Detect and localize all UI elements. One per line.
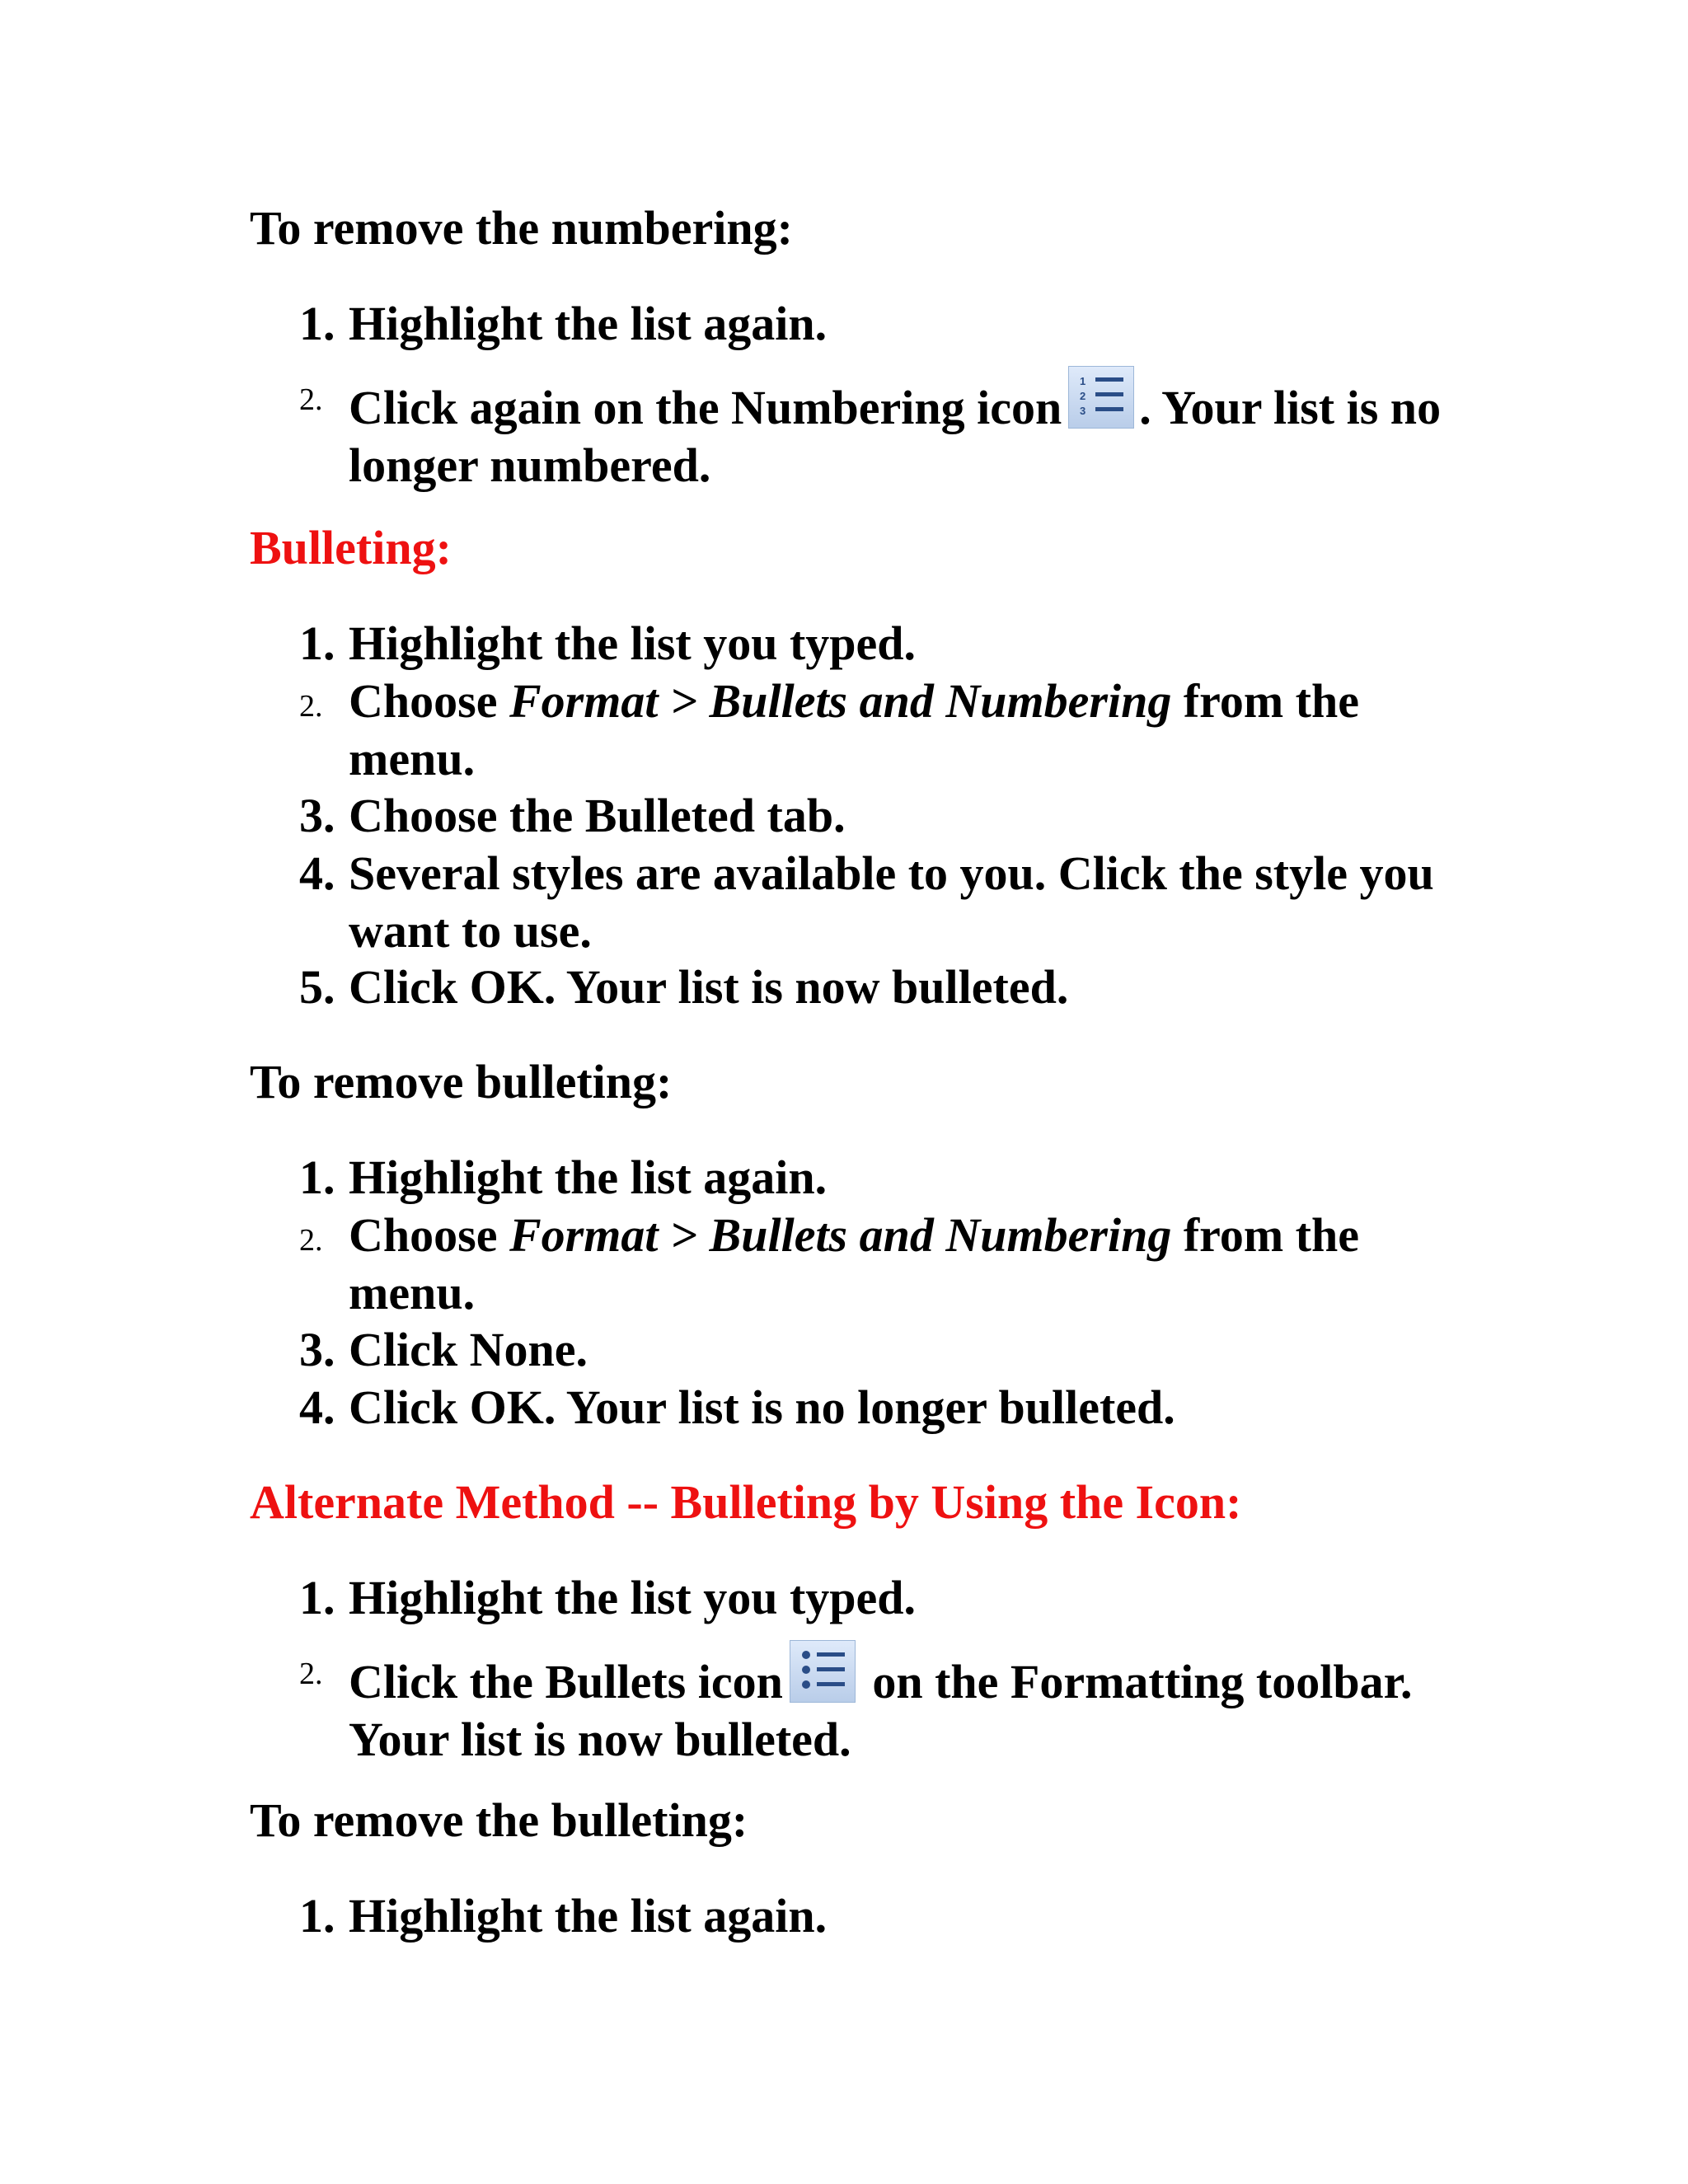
- list-item: [299, 1149, 1470, 1207]
- list-item: [299, 845, 1470, 960]
- list-number: 3.: [299, 789, 335, 842]
- menu-path-bullets-numbering: Bullets and Numbering: [709, 1208, 1172, 1262]
- section-heading: To remove the bulleting:: [250, 1793, 748, 1847]
- svg-text:3: 3: [1080, 405, 1086, 417]
- list-number: 1.: [299, 1889, 335, 1943]
- list-text-after-icon: on the Formatting toolbar. Your list is now bulleted.: [349, 1655, 1413, 1766]
- menu-path-bullets-numbering: Bullets and Numbering: [709, 674, 1172, 728]
- list-number: 1.: [299, 297, 335, 350]
- list-text: Highlight the list again.: [349, 1151, 828, 1204]
- section-heading-alternate-method: Alternate Method -- Bulleting by Using the Icon:: [250, 1475, 1242, 1529]
- bullets-list-icon: [790, 1640, 856, 1703]
- section-heading-bulleting: Bulleting:: [250, 521, 452, 574]
- menu-path-separator: >: [658, 674, 710, 728]
- list-number: 2.: [299, 1657, 323, 1691]
- list-item: [299, 673, 1470, 788]
- list-text: Highlight the list again.: [349, 297, 828, 350]
- list-text-before-icon: Click again on the Numbering icon: [349, 381, 1062, 434]
- section-heading: To remove the numbering:: [250, 201, 793, 255]
- list-text: [299, 1207, 1470, 1322]
- list-number: 4.: [299, 846, 335, 900]
- list-number: 2.: [299, 1223, 323, 1258]
- list-item: [299, 1207, 1470, 1322]
- text-run: from the menu.: [349, 674, 1359, 785]
- list-number: 2.: [299, 382, 323, 417]
- list-text: Click OK. Your list is now bulleted.: [349, 960, 1069, 1014]
- list-item: [299, 1887, 1470, 1945]
- text-run: Choose: [349, 674, 509, 728]
- menu-path-format: Format: [509, 674, 659, 728]
- list-number: 1.: [299, 1151, 335, 1204]
- list-number: 2.: [299, 689, 323, 724]
- list-number: 4.: [299, 1380, 335, 1434]
- list-item: [299, 1569, 1470, 1627]
- menu-path-format: Format: [509, 1208, 659, 1262]
- list-text: Choose the Bulleted tab.: [349, 789, 846, 842]
- list-number: 1.: [299, 1571, 335, 1624]
- list-text: [299, 673, 1470, 788]
- list-item: [299, 295, 1470, 353]
- list-item: [299, 1640, 1470, 1769]
- list-number: 3.: [299, 1323, 335, 1376]
- list-item: [299, 958, 1470, 1016]
- list-item: [299, 615, 1470, 673]
- svg-text:2: 2: [1080, 390, 1086, 402]
- list-item: [299, 1379, 1470, 1436]
- menu-path-separator: >: [658, 1208, 710, 1262]
- svg-text:1: 1: [1080, 375, 1086, 387]
- list-number: 5.: [299, 960, 335, 1014]
- list-text: [299, 366, 1470, 494]
- list-text: Highlight the list you typed.: [349, 616, 917, 670]
- list-text: Click OK. Your list is no longer bulleted.: [349, 1380, 1175, 1434]
- list-text-after-icon: . Your list is no longer numbered.: [349, 381, 1442, 492]
- list-item: [299, 787, 1470, 845]
- list-text: Highlight the list again.: [349, 1889, 828, 1943]
- list-text-before-icon: Click the Bullets icon: [349, 1655, 783, 1708]
- list-text: Click None.: [349, 1323, 588, 1376]
- text-run: from the menu.: [349, 1208, 1359, 1319]
- list-text: Highlight the list you typed.: [349, 1571, 917, 1624]
- list-item: [299, 1321, 1470, 1379]
- list-text: [299, 1640, 1470, 1769]
- section-heading: To remove bulleting:: [250, 1055, 673, 1108]
- numbering-list-icon: [1068, 366, 1134, 429]
- list-text: Several styles are available to you. Click the style you want to use.: [349, 846, 1434, 958]
- text-run: Choose: [349, 1208, 509, 1262]
- list-item: [299, 366, 1470, 494]
- list-number: 1.: [299, 616, 335, 670]
